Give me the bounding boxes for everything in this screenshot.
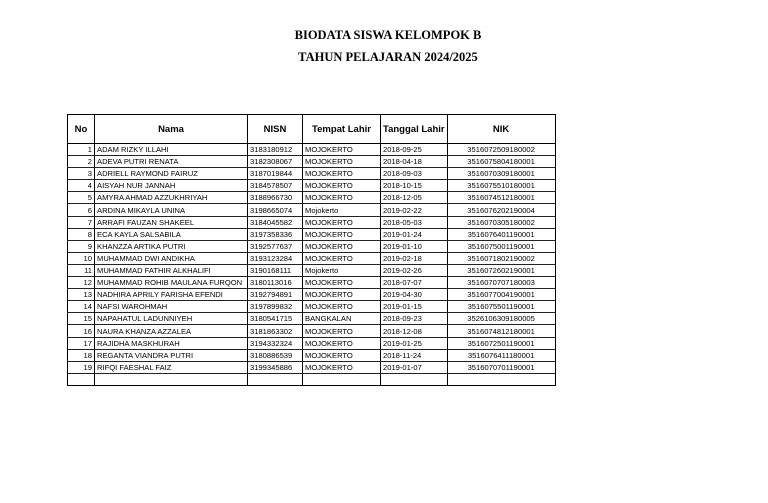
cell-no: 9 [68, 240, 95, 252]
cell-nisn: 3199345886 [248, 361, 303, 373]
cell-nik: 3516071802190002 [447, 252, 555, 264]
cell-no: 1 [68, 144, 95, 156]
table-row [68, 277, 556, 289]
cell-nisn [248, 373, 303, 385]
cell-nama: AISYAH NUR JANNAH [95, 180, 248, 192]
cell-nisn: 3197899832 [248, 301, 303, 313]
table-row [68, 313, 556, 325]
cell-nik: 3516076401190001 [447, 228, 555, 240]
cell-tanggal-lahir: 2018-11-24 [381, 349, 448, 361]
cell-tanggal-lahir: 2019-01-24 [381, 228, 448, 240]
cell-tanggal-lahir: 2018-12-05 [381, 192, 448, 204]
cell-nama [95, 373, 248, 385]
cell-nisn: 3192577637 [248, 240, 303, 252]
cell-nama: ADAM RIZKY ILLAHI [95, 144, 248, 156]
cell-nisn: 3190168111 [248, 264, 303, 276]
table-row [68, 349, 556, 361]
table-row [68, 264, 556, 276]
cell-nik: 3516074512180001 [447, 192, 555, 204]
cell-tanggal-lahir: 2018-05-03 [381, 216, 448, 228]
cell-nisn: 3193123284 [248, 252, 303, 264]
cell-no: 13 [68, 289, 95, 301]
cell-tempat-lahir: MOJOKERTO [303, 301, 381, 313]
cell-tempat-lahir: MOJOKERTO [303, 168, 381, 180]
cell-nama: NAPAHATUL LADUNNIYEH [95, 313, 248, 325]
cell-no: 7 [68, 216, 95, 228]
cell-tanggal-lahir: 2018-07-07 [381, 277, 448, 289]
document-subtitle: TAHUN PELAJARAN 2024/2025 [298, 50, 478, 64]
cell-tempat-lahir: MOJOKERTO [303, 337, 381, 349]
header-nisn: NISN [248, 115, 303, 144]
cell-nik: 3516072602190001 [447, 264, 555, 276]
cell-tempat-lahir: MOJOKERTO [303, 144, 381, 156]
cell-nisn: 3192794891 [248, 289, 303, 301]
cell-tanggal-lahir: 2019-02-22 [381, 204, 448, 216]
cell-tempat-lahir: MOJOKERTO [303, 349, 381, 361]
cell-nisn: 3194332324 [248, 337, 303, 349]
table-row [68, 156, 556, 168]
cell-nama: ARDINA MIKAYLA UNINA [95, 204, 248, 216]
cell-tanggal-lahir: 2019-02-26 [381, 264, 448, 276]
header-nama: Nama [95, 115, 248, 144]
cell-tanggal-lahir: 2018-09-03 [381, 168, 448, 180]
cell-nama: NAFSI WAROHMAH [95, 301, 248, 313]
cell-no: 6 [68, 204, 95, 216]
cell-nama: NADHIRA APRILY FARISHA EFENDI [95, 289, 248, 301]
cell-nama: MUHAMMAD FATHIR ALKHALIFI [95, 264, 248, 276]
document-title: BIODATA SISWA KELOMPOK B [294, 28, 482, 42]
cell-nik: 3516070309180001 [447, 168, 555, 180]
cell-nik: 3516070707180003 [447, 277, 555, 289]
cell-nisn: 3198665074 [248, 204, 303, 216]
cell-no: 8 [68, 228, 95, 240]
cell-nisn: 3180113016 [248, 277, 303, 289]
cell-tanggal-lahir: 2019-02-18 [381, 252, 448, 264]
cell-no: 10 [68, 252, 95, 264]
cell-nik: 3516075501190001 [447, 301, 555, 313]
table-row [68, 337, 556, 349]
table-row [68, 325, 556, 337]
table-row [68, 228, 556, 240]
table-body [68, 144, 556, 386]
cell-tanggal-lahir: 2019-01-15 [381, 301, 448, 313]
cell-tempat-lahir: MOJOKERTO [303, 228, 381, 240]
table-row [68, 252, 556, 264]
table-row [68, 168, 556, 180]
cell-nisn: 3184578507 [248, 180, 303, 192]
cell-tanggal-lahir: 2018-09-23 [381, 313, 448, 325]
cell-nisn: 3188966730 [248, 192, 303, 204]
cell-nik: 3526106309180005 [447, 313, 555, 325]
cell-tanggal-lahir: 2019-01-10 [381, 240, 448, 252]
cell-nisn: 3187019844 [248, 168, 303, 180]
table-row [68, 301, 556, 313]
cell-nik: 3516072501190001 [447, 337, 555, 349]
cell-nama: MUHAMMAD DWI ANDIKHA [95, 252, 248, 264]
cell-no [68, 373, 95, 385]
table-row [68, 361, 556, 373]
cell-no: 17 [68, 337, 95, 349]
cell-tempat-lahir: MOJOKERTO [303, 240, 381, 252]
cell-nik: 3516076202190004 [447, 204, 555, 216]
cell-tanggal-lahir: 2019-01-07 [381, 361, 448, 373]
cell-nama: ADRIELL RAYMOND FAIRUZ [95, 168, 248, 180]
cell-nama: RIFQI FAESHAL FAIZ [95, 361, 248, 373]
cell-tanggal-lahir: 2019-04-30 [381, 289, 448, 301]
cell-tempat-lahir: MOJOKERTO [303, 325, 381, 337]
cell-nik: 3516075510180001 [447, 180, 555, 192]
cell-tanggal-lahir: 2019-01-25 [381, 337, 448, 349]
cell-nik: 3516075001190001 [447, 240, 555, 252]
cell-nisn: 3197358336 [248, 228, 303, 240]
table-row [68, 373, 556, 385]
header-nik: NIK [447, 115, 555, 144]
cell-no: 5 [68, 192, 95, 204]
cell-nama: ECA KAYLA SALSABILA [95, 228, 248, 240]
cell-no: 19 [68, 361, 95, 373]
cell-nama: ARRAFI FAUZAN SHAKEEL [95, 216, 248, 228]
cell-nama: RAJIDHA MASKHURAH [95, 337, 248, 349]
cell-no: 12 [68, 277, 95, 289]
cell-nik: 3516070305180002 [447, 216, 555, 228]
cell-nik: 3516070701190001 [447, 361, 555, 373]
cell-tempat-lahir: MOJOKERTO [303, 192, 381, 204]
cell-no: 16 [68, 325, 95, 337]
cell-no: 3 [68, 168, 95, 180]
header-no: No [68, 115, 95, 144]
cell-nisn: 3182308067 [248, 156, 303, 168]
cell-nama: ADEVA PUTRI RENATA [95, 156, 248, 168]
cell-nama: REGANTA VIANDRA PUTRI [95, 349, 248, 361]
cell-nisn: 3180886539 [248, 349, 303, 361]
cell-tempat-lahir: MOJOKERTO [303, 180, 381, 192]
cell-no: 2 [68, 156, 95, 168]
cell-tanggal-lahir: 2018-09-25 [381, 144, 448, 156]
cell-nik: 3516074812180001 [447, 325, 555, 337]
cell-nama: NAURA KHANZA AZZALEA [95, 325, 248, 337]
cell-nama: MUHAMMAD ROHIB MAULANA FURQON [95, 277, 248, 289]
cell-tanggal-lahir [381, 373, 448, 385]
cell-tempat-lahir: Mojokerto [303, 264, 381, 276]
table-row [68, 216, 556, 228]
cell-no: 4 [68, 180, 95, 192]
header-tanggal-lahir: Tanggal Lahir [381, 115, 448, 144]
cell-no: 11 [68, 264, 95, 276]
cell-tempat-lahir: MOJOKERTO [303, 361, 381, 373]
cell-nik: 3516076411180001 [447, 349, 555, 361]
cell-tempat-lahir: Mojokerto [303, 204, 381, 216]
cell-tempat-lahir: MOJOKERTO [303, 216, 381, 228]
cell-tempat-lahir [303, 373, 381, 385]
table-header-row [68, 115, 556, 144]
cell-nik: 3516077004190001 [447, 289, 555, 301]
cell-nik: 3516072509180002 [447, 144, 555, 156]
cell-no: 14 [68, 301, 95, 313]
table-row [68, 180, 556, 192]
cell-nama: KHANZZA ARTIKA PUTRI [95, 240, 248, 252]
cell-tanggal-lahir: 2018-10-15 [381, 180, 448, 192]
table-row [68, 204, 556, 216]
cell-no: 18 [68, 349, 95, 361]
table-row [68, 144, 556, 156]
cell-nisn: 3184045582 [248, 216, 303, 228]
cell-tanggal-lahir: 2018-04-18 [381, 156, 448, 168]
cell-tempat-lahir: BANGKALAN [303, 313, 381, 325]
header-tempat-lahir: Tempat Lahir [303, 115, 381, 144]
cell-nisn: 3180541715 [248, 313, 303, 325]
cell-nisn: 3181863302 [248, 325, 303, 337]
cell-nik: 3516075804180001 [447, 156, 555, 168]
cell-nik [447, 373, 555, 385]
cell-nisn: 3183180912 [248, 144, 303, 156]
student-table [67, 114, 556, 386]
table-row [68, 240, 556, 252]
cell-tempat-lahir: MOJOKERTO [303, 277, 381, 289]
cell-tempat-lahir: MOJOKERTO [303, 289, 381, 301]
cell-nama: AMYRA AHMAD AZZUKHRIYAH [95, 192, 248, 204]
cell-tempat-lahir: MOJOKERTO [303, 252, 381, 264]
table-row [68, 289, 556, 301]
cell-no: 15 [68, 313, 95, 325]
cell-tempat-lahir: MOJOKERTO [303, 156, 381, 168]
table-row [68, 192, 556, 204]
cell-tanggal-lahir: 2018-12-08 [381, 325, 448, 337]
